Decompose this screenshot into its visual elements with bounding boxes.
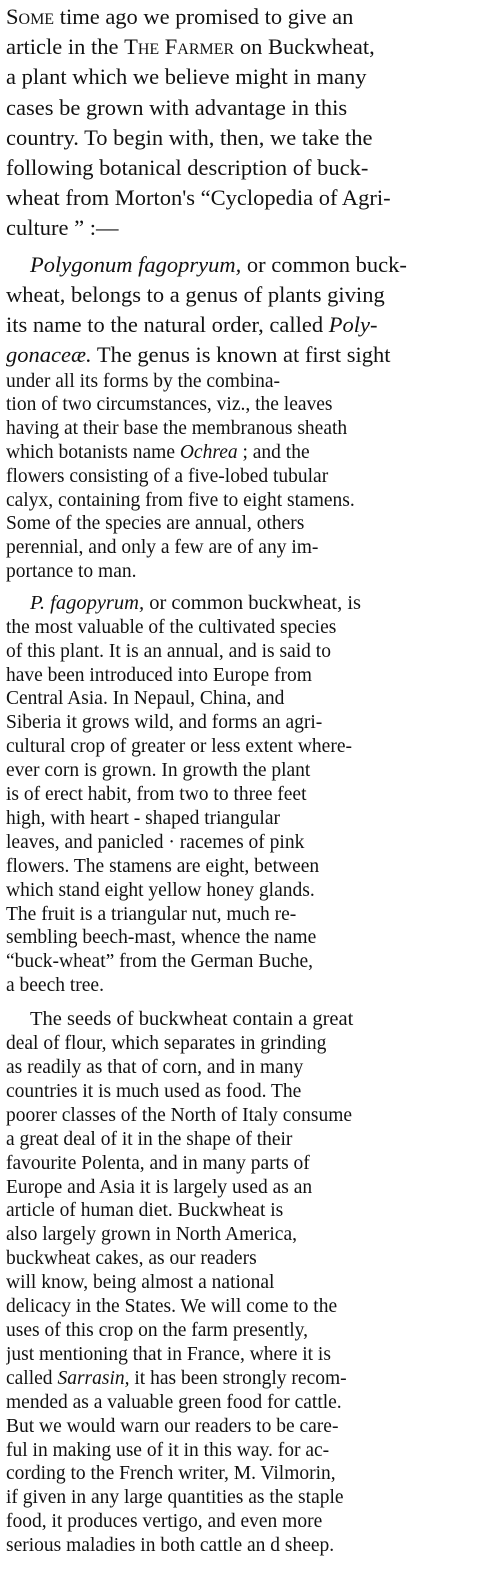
opening-word: Some (6, 4, 55, 29)
paragraph-3 (6, 592, 484, 998)
text-line: a great deal of it in the shape of their (6, 1128, 293, 1150)
text-line: serious maladies in both cattle an d sheep. (6, 1535, 335, 1557)
french-name: Sarrasin, (57, 1367, 130, 1389)
text-line: tion of two circumstances, viz., the leaves (6, 394, 333, 416)
text-run: ; and the (237, 442, 310, 464)
paragraph-2 (6, 250, 484, 584)
text-line (6, 2, 484, 32)
botanical-name: gonaceæ. (6, 341, 92, 367)
text-line: will know, being almost a national (6, 1272, 275, 1294)
text-run: its name to the natural order, called (6, 311, 329, 337)
text-line: also largely grown in North America, (6, 1224, 297, 1246)
text-run: The genus is known at first sight (91, 341, 391, 367)
text-line: a beech tree. (6, 975, 104, 997)
text-line: food, it produces vertigo, and even more (6, 1511, 323, 1533)
text-line: the most valuable of the cultivated species (6, 616, 337, 638)
botanical-name: Polygonum fagopryum, (30, 251, 242, 277)
text-line: which stand eight yellow honey glands. (6, 879, 315, 901)
text-run: or common buckwheat, is (144, 591, 362, 614)
text-line: sembling beech-mast, whence the name (6, 927, 317, 949)
text-line: following botanical description of buck- (6, 155, 369, 181)
paragraph-1 (6, 2, 484, 244)
text-line: a plant which we believe might in many (6, 64, 367, 90)
text-run: which botanists name (6, 442, 180, 464)
text-line: favourite Polenta, and in many parts of (6, 1152, 310, 1174)
text-line: delicacy in the States. We will come to the (6, 1296, 338, 1318)
text-line: calyx, containing from five to eight stamens. (6, 489, 355, 511)
text-line: high, with heart - shaped triangular (6, 807, 280, 829)
text-line: perennial, and only a few are of any im- (6, 537, 319, 559)
text-run: article in the (6, 34, 125, 60)
text-line (6, 1367, 484, 1391)
text-line: countries it is much used as food. The (6, 1080, 302, 1102)
publication-title: The Farmer (124, 34, 235, 60)
text-line: Europe and Asia it is largely used as an (6, 1176, 313, 1198)
text-line (6, 310, 484, 340)
text-line (6, 32, 484, 62)
text-line: as readily as that of corn, and in many (6, 1057, 304, 1079)
text-line: The seeds of buckwheat contain a great (30, 1008, 354, 1031)
text-line: buckwheat cakes, as our readers (6, 1248, 257, 1270)
text-run: time ago we promised to give an (54, 4, 354, 29)
text-line: country. To begin with, then, we take the (6, 124, 373, 150)
text-line: portance to man. (6, 561, 137, 582)
text-line: if given in any large quantities as the staple (6, 1487, 344, 1509)
text-line: Central Asia. In Nepaul, China, and (6, 688, 285, 710)
text-line: culture ” :— (6, 215, 119, 241)
text-line: wheat, belongs to a genus of plants giving (6, 281, 385, 307)
text-run: it has been strongly recom- (129, 1367, 347, 1389)
paragraph-4 (6, 1008, 484, 1558)
text-line (6, 592, 484, 616)
text-line: The fruit is a triangular nut, much re- (6, 903, 297, 925)
text-line: Some of the species are annual, others (6, 513, 305, 535)
text-line (6, 250, 484, 280)
text-line: poorer classes of the North of Italy consume (6, 1104, 353, 1126)
botanical-name: P. fagopyrum, (30, 591, 145, 614)
text-line: mended as a valuable green food for cattle. (6, 1391, 342, 1413)
text-line: article of human diet. Buckwheat is (6, 1200, 284, 1222)
text-line (6, 441, 484, 465)
text-run: called (6, 1367, 58, 1389)
text-line: ever corn is grown. In growth the plant (6, 760, 311, 782)
text-line: But we would warn our readers to be care- (6, 1415, 339, 1437)
text-line: have been introduced into Europe from (6, 664, 312, 686)
text-line: cording to the French writer, M. Vilmorin, (6, 1463, 336, 1485)
botanical-term: Ochrea (179, 442, 238, 464)
text-line: cases be grown with advantage in this (6, 94, 348, 120)
text-line: just mentioning that in France, where it is (6, 1343, 331, 1365)
text-line: flowers consisting of a five-lobed tubular (6, 465, 329, 487)
text-line: of this plant. It is an annual, and is said to (6, 640, 331, 662)
text-run: or common buck- (241, 251, 407, 277)
botanical-name: Poly- (328, 311, 378, 337)
text-line (6, 340, 484, 370)
text-line: “buck-wheat” from the German Buche, (6, 951, 313, 973)
text-line: ful in making use of it in this way. for ac- (6, 1439, 330, 1461)
text-line: flowers. The stamens are eight, between (6, 855, 320, 877)
text-line: wheat from Morton's “Cyclopedia of Agri- (6, 185, 391, 211)
text-line: leaves, and panicled · racemes of pink (6, 831, 305, 853)
text-run: on Buckwheat, (234, 34, 375, 60)
text-line: under all its forms by the combina- (6, 370, 281, 392)
text-line: uses of this crop on the farm presently, (6, 1319, 308, 1341)
text-line: is of erect habit, from two to three feet (6, 784, 307, 806)
text-line: cultural crop of greater or less extent where- (6, 736, 352, 758)
text-line: having at their base the membranous sheath (6, 418, 348, 440)
text-line: deal of flour, which separates in grinding (6, 1033, 327, 1055)
text-line: Siberia it grows wild, and forms an agri- (6, 712, 323, 734)
